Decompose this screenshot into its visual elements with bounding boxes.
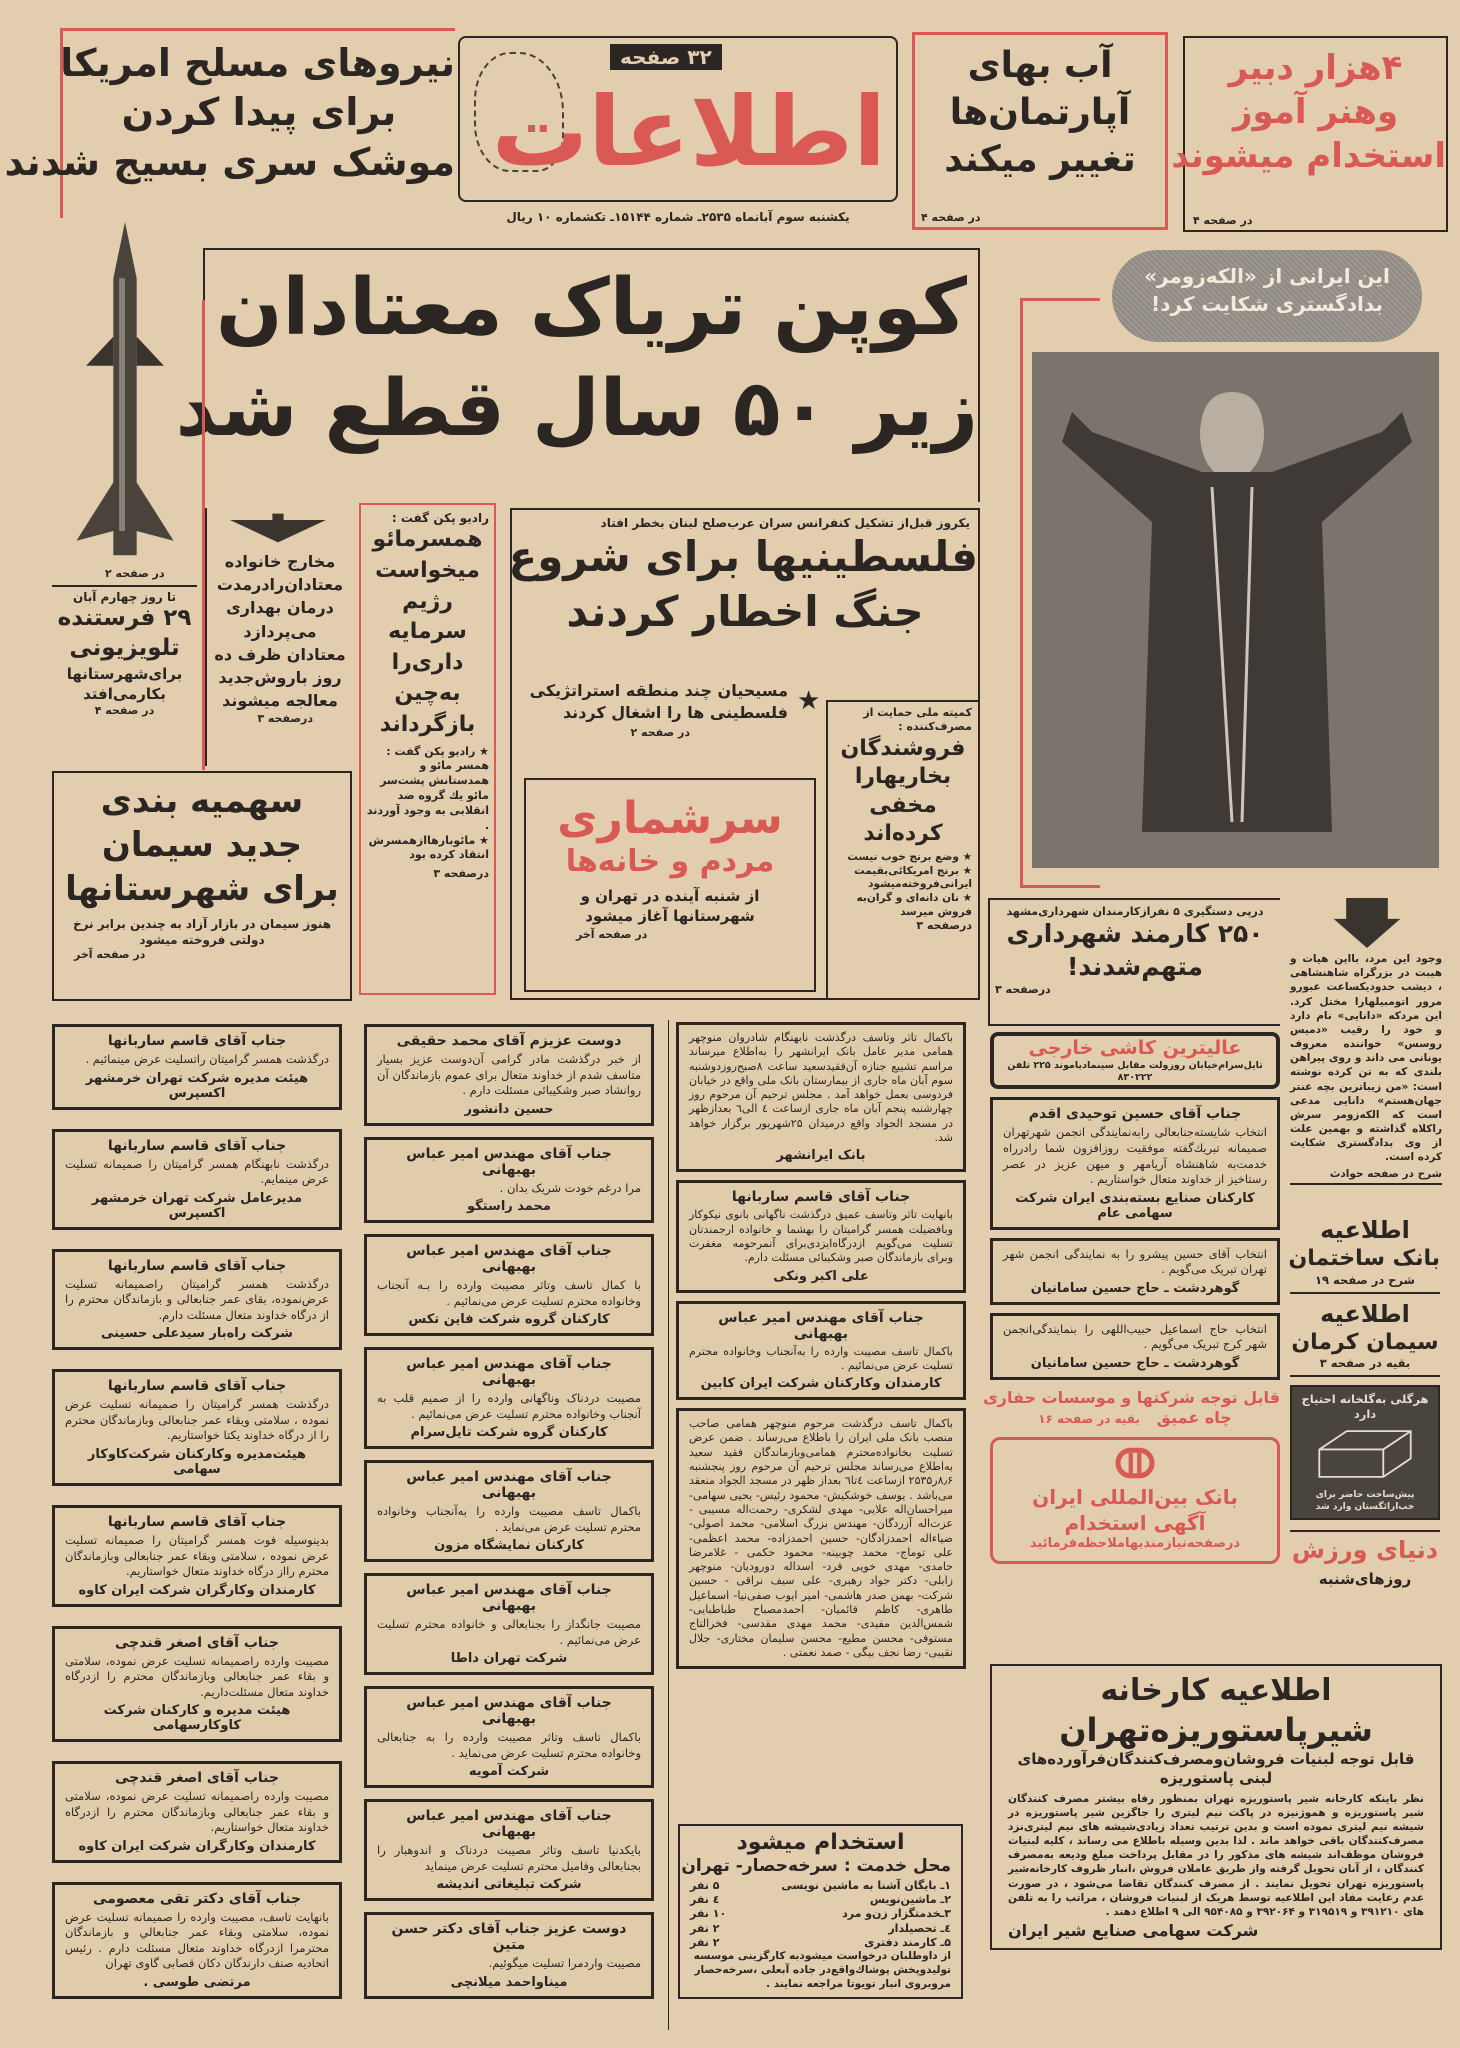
- job-label: ٤ـ تحصیلدار: [888, 1921, 951, 1935]
- tile-ad: [990, 1032, 1280, 1089]
- bullet-text: نان دانه‌ای و گران‌به فروش میرسد: [856, 891, 972, 918]
- condolence-ad: [990, 1313, 1280, 1380]
- job-item: [690, 1907, 951, 1921]
- condolence-ad: [52, 1024, 342, 1110]
- dateline: یکشنبه سوم آبانماه ۲۵۳۵ـ شماره ۱۵۱۴۴ـ تکشماره ۱۰ ریال: [506, 210, 850, 224]
- condolence-ad: [676, 1408, 966, 1669]
- condolence-ad: [990, 1097, 1280, 1229]
- story-headline: جدید سیمان: [101, 825, 303, 866]
- story-sub: بکارمی‌افتد: [83, 685, 166, 704]
- condolence-ad: [364, 1573, 654, 1675]
- bank-ad-line: آگهی استخدام: [1064, 1511, 1206, 1536]
- story-headline: جنگ اخطار کردند: [566, 586, 924, 636]
- arrow-down-icon: [1332, 898, 1402, 948]
- job-count: ۲ نفر: [690, 1936, 720, 1950]
- main-headline-line: کوپن تریاک معتادان: [215, 263, 968, 353]
- greenhouse-title: هرگلی به‌گلخانه احتیاج دارد: [1301, 1392, 1429, 1421]
- headline-line: موشک سری بسیج شدند: [4, 139, 455, 184]
- story-headline: ۲۹ فرستنده: [57, 605, 192, 631]
- condolence-ad: [990, 1238, 1280, 1305]
- ad-title: جناب آقای قاسم ساربانها: [107, 1137, 287, 1154]
- job-label: ۲ـ ماشین‌نویس: [869, 1893, 951, 1907]
- star-icon: ★: [796, 686, 820, 716]
- main-headline-box: [175, 248, 980, 502]
- arrow-down-icon: [213, 512, 343, 544]
- story-headline: میخواست: [375, 557, 480, 583]
- condolence-ad: [364, 1912, 654, 1999]
- ad-body: از خبر درگذشت مادر گرامی آن‌دوست عزیز بسیار متاسف شدم از خداوند متعال برای عموم بازماندگان آن روانشاد صبر وشکیبائی مسئلت دارم .: [377, 1052, 641, 1098]
- right-notices: [1290, 1215, 1440, 1588]
- sports-sub: روزهای‌شنبه: [1318, 1569, 1412, 1588]
- ad-body: مصیبت واردمرا تسلیت میگوئیم.: [488, 1956, 641, 1971]
- drilling-notice: [983, 1387, 1280, 1430]
- municipal-story: [988, 898, 1280, 1026]
- drilling-line: قابل توجه شرکتها و موسسات حفاری: [983, 1387, 1280, 1407]
- person-figure-icon: [1032, 352, 1439, 868]
- caption-line: بدادگستری شکایت کرد!: [1151, 292, 1383, 316]
- drilling-line: چاه عمیق: [1156, 1408, 1232, 1428]
- bullet: ★ برنج امریکائی‌بقیمت ایرانی‌فروخته‌میشود: [854, 864, 972, 891]
- ad-title: دوست عزیزم آقای محمد حقیقی: [396, 1033, 622, 1049]
- ad-signature: هیئت‌مدیره وکارکنان شرکت‌کاوکار سهامی: [87, 1446, 307, 1477]
- job-item: [690, 1936, 951, 1950]
- jobs-title: استخدام میشود: [736, 1830, 905, 1855]
- ad-title: جناب آقای اصغر قندچی: [115, 1634, 279, 1651]
- ad-signature: هیئت مدیره شرکت تهران خرمشهر اکسپرس: [85, 1070, 309, 1101]
- greenhouse-ad: [1290, 1385, 1440, 1520]
- page-ref: بقیه در صفحه ۳: [1290, 1356, 1440, 1377]
- ad-title: جناب آقای مهندس امیر عباس بهبهانی: [406, 1145, 612, 1178]
- ad-signature: محمد راستگو: [467, 1199, 551, 1215]
- ad-body: درگذشت نابهنگام همسر گرامیتان را صمیمانه تسلیت عرض مینمایم.: [65, 1156, 329, 1187]
- notice-title: اطلاعیه: [1320, 1216, 1410, 1244]
- notice-title: شیرپاستوریزه‌تهران: [1059, 1710, 1373, 1749]
- notice-signature: شرکت سهامی صنایع شیر ایران: [1008, 1921, 1259, 1941]
- ad-signature: کارمندان وکارگران شرکت ایران کاوه: [78, 1838, 316, 1854]
- kicker: درپی دستگیری ۵ نفرازکارمندان شهرداری‌مشهد: [1006, 905, 1264, 918]
- greenhouse-sub: پیش‌ساخت حاضر برای خب‌ارائگستان وارد شد: [1315, 1489, 1415, 1512]
- column-rule: [668, 1020, 669, 2030]
- job-label: ۵ـ کارمند دفتری: [864, 1936, 951, 1950]
- ad-signature: کارمندان وکارکنان شرکت ایران کابین: [700, 1376, 942, 1392]
- tile-ad-title: عالیترین کاشی خارجی: [1028, 1037, 1242, 1059]
- ad-body: باکمال تاسف درگذشت مرحوم منوچهر همامی صاحب منصب بانک ملی ایران را باطلاع می‌رساند . ضمن عرض تسلیت بخانواده‌محترم همامی‌وبازماندگان فقید سعید به‌اطلاع می‌رساند مجلس ترحیم آن مرحوم روز پنجشنبه ۸٫۶ر۲۵۳۵ ازساعت ٤تا٦ بعداز ظهر در مسجد الجواد منعقد می‌باشد . یوسف خوشکیش- محمود رئیس- یحیی سهامی- میراحسان‌اله علایی- مهدی لشکری- رحمت‌اله مسیبی - عزت‌اله آزردگان- مهندس بزرگ اسلامی- محمد اصولی- ضیاءاله احمدزادگان- حسین احمدزاده- محمد اعظمی- علی توماج- محمد چوبینه- محمود حکمی - غلامرضا حامدی- مهدی خویی فرد- اسداله دورودیان- منوچهر زابلی- دکتر جواد رهبری- علی سیف نراقی - حسین شرکت- بهمن صدر هاشمی- امیر ایوب صفی‌نیا- اسماعیل طاهری- کاظم قائمیان- احمدمصباح طباطبایی- شمس‌الدین مفیدی- محمد مهدی مقدسی- فخرالتاج مستوفی- محسن مطیع- محسن سلیمان مختاری- جلال نقیبی- رضا نجف بیگی - صمد نعمتی .: [689, 1417, 953, 1659]
- jobs-location: محل خدمت : سرخه‌حصار- تهران: [681, 1856, 951, 1877]
- page-ref: در صفحه ۲: [105, 567, 165, 580]
- ad-signature: گوهردشت ـ حاج حسین سامانیان: [1030, 1355, 1240, 1371]
- ad-body: درگذشت همسر گرامیتان راتسلیت عرض مینمائیم .: [85, 1052, 329, 1066]
- missile-icon: [55, 220, 195, 565]
- ad-body: بانهایت تاسف، مصیبت وارده را صمیمانه تسلیت عرض نموده، سلامتی وبقاء عمر جنابعالي و بازماندگان محترمرا ازدرگاه خداوند متعال مسئلت دارم . رئیس اتحادیه صنف دارندگان دکان قصابی گاوی تهران: [65, 1909, 329, 1971]
- ad-title: جناب آقای اصغر قندچی: [115, 1770, 279, 1787]
- ad-signature: میناواحمد میلانچی: [450, 1974, 568, 1990]
- page-ref: در صفحه آخر: [576, 928, 648, 942]
- page-ref: در صفحه آخر: [74, 947, 146, 961]
- kicker: یکروز قبل‌از تشکیل کنفرانس سران عرب‌صلح لبنان بخطر افتاد: [600, 516, 970, 530]
- story-sub: فلسطینی ها را اشغال کردند: [562, 702, 788, 722]
- ad-signature: حسین دانشور: [464, 1101, 554, 1117]
- kicker: رادیو پکن گفت :: [391, 511, 489, 525]
- ad-title: جناب آقای مهندس امیر عباس بهبهانی: [406, 1695, 612, 1728]
- page-ref: بقیه در صفحه ۱۶: [1038, 1412, 1140, 1427]
- headline-line: نیروهای مسلح امریکا: [60, 41, 455, 85]
- ad-title: جناب آقای مهندس امیر عباس بهبهانی: [718, 1309, 924, 1342]
- ad-signature: بانک ایرانشهر: [776, 1148, 866, 1164]
- condolence-ad: [364, 1024, 654, 1126]
- ad-body: بانهایت تاثر وتاسف عمیق درگذشت ناگهانی بانوی نیکوکار وبافضیلت همسر گرامیتان را بهشما و خانواده ارجمندتان تسلیت می‌گویم ازدرگاه‌ایزدی‌برای آنمرحومه مغفرت وبرای بازماندگان صبر وشکیبائی مسئلت دارم.: [689, 1208, 953, 1265]
- bank-ad: [990, 1437, 1280, 1564]
- ad-body: بدینوسیله فوت همسر گرامیتان را صمیمانه تسلیت عرض نموده ، سلامتی وبقاء عمر جنابعالی وبازماندگان محترم رااز درگاه خداوند متعال خواستاریم.: [65, 1533, 329, 1579]
- story-line: معتادان ظرف ده: [214, 644, 346, 664]
- tv-story: [52, 590, 197, 768]
- headline-line: آپارتمان‌ها: [949, 91, 1131, 133]
- bullet-text: وضع برنج خوب نیست: [847, 850, 959, 863]
- story-headline: مخفی: [869, 792, 937, 818]
- story-headline: بازگرداند: [379, 711, 476, 737]
- headline-water-box: [912, 32, 1168, 230]
- ad-signature: کارکنان صنایع بسته‌بندی ایران شرکت سهامی عام: [1015, 1190, 1255, 1221]
- ad-title: جناب آقای مهندس امیر عباس بهبهانی: [406, 1243, 612, 1276]
- headline-line: ۴هزار دبیر: [1228, 48, 1403, 88]
- story-sub: از شنبه آینده در تهران و: [580, 887, 760, 906]
- kicker: کمیته ملی حمایت از مصرف‌کننده :: [863, 706, 972, 734]
- ad-body: درگذشت همسر گرامیتان راصمیمانه تسلیت عرض‌نموده، بقای عمر جنابعالی و بازماندگان محترم را از درگاه خداوند متعال مسئلت دارم.: [65, 1276, 329, 1322]
- photo-story-column: [1290, 898, 1442, 1185]
- headline-us-forces-box: [4, 28, 455, 218]
- job-item: [690, 1879, 951, 1893]
- census-headline: سرشماری: [557, 793, 783, 844]
- story-headline: متهم‌شدند!: [1066, 951, 1204, 981]
- page-ref: در صفحه ۴: [94, 704, 155, 718]
- headline-line: استخدام میشوند: [1171, 136, 1446, 177]
- ads-column-4: [990, 1097, 1280, 1379]
- page-ref: شرح در صفحه حوادث: [1290, 1168, 1442, 1185]
- story-line: درمان بهداری: [226, 598, 334, 618]
- condolence-ad: [52, 1249, 342, 1351]
- notice-title: اطلاعیه کارخانه: [1100, 1673, 1332, 1708]
- job-count: ٤ نفر: [690, 1893, 720, 1907]
- condolence-ad: [364, 1686, 654, 1788]
- headline-teachers-box: [1171, 36, 1448, 232]
- job-count: ۵ نفر: [690, 1878, 720, 1892]
- story-headline: کرده‌اند: [863, 821, 943, 847]
- bullet-text: رادیو پکن گفت : همسر مائو و همدستانش پشت‌سر مائو یك گروه ضد انقلابی به وجود آوردند .: [366, 744, 489, 832]
- condolence-ad: [52, 1882, 342, 1999]
- ad-body: باکمال تاسف وتاثر مصیبت وارده را به جنابعالی وخانواده محترم تسلیت عرض می‌نماید .: [377, 1730, 641, 1760]
- ad-title: جناب آقای قاسم ساربانها: [107, 1378, 287, 1395]
- page-ref: در صفحه ۲: [630, 726, 690, 740]
- notice-body: نظر باینکه کارخانه شیر پاستوریزه تهران بمنظور رفاه بیشتر مصرف کنندگان شیر پاستوریزه و هموژنیزه در پاکت نیم لیتری را جاگزین شیر پاستوریزه در شیشه نیم لیتری نموده است و بدین ترتیب تعداد زیادی‌شیشه های نیم لیتری‌نزد مصرف‌کنندگان باقی خواهد ماند . لذا بدین وسیله باطلاع می رساند ، کلیه لبنیات فروشان موظف‌اند شیشه های مذکور را در مقابل پرداخت مبلغ ودیعه به‌مصرف کنندگان ، از آنان تحویل گرفته واز طریق عاملان فروش ،انبار ظروف کارخانه‌شیر پاستوریزه تهران تحویل نمایند . از مصرف کنندگان تقاضا می‌شود ، در صورت عدم رعایت مفاد این اطلاعیه توسط هریک از لبنیات فروشان ، مراتب را به تلفن های ۳۹۱۲۱۰ و ۳۱۹۵۱۹ و ۳۹۲۰۶۴ و ۹۵۴۰۸۵ الی ۹ اطلاع دهند .: [1008, 1792, 1424, 1918]
- story-line: می‌پردازد: [243, 621, 317, 641]
- headline-line: آب بهای: [967, 45, 1113, 86]
- bullet: ★ وضع برنج خوب نیست: [847, 850, 972, 863]
- census-headline: مردم و خانه‌ها: [565, 843, 775, 879]
- condolence-ad: [52, 1369, 342, 1486]
- bullet-text: مائوبارهاازهمسرش انتقاد کرده بود: [368, 833, 489, 862]
- headline-line: برای پیدا کردن: [121, 90, 397, 135]
- story-sub: شهرستانها آغاز میشود: [585, 906, 755, 925]
- story-line: مخارج خانواده: [224, 552, 336, 571]
- notice-title: اطلاعیه: [1320, 1299, 1410, 1328]
- kicker: تا روز چهارم آبان: [73, 590, 176, 604]
- page-ref: در صفحه ۴: [1193, 214, 1253, 227]
- photo-man-in-robe: [1032, 352, 1439, 868]
- census-box: [524, 778, 816, 992]
- jobs-list: [690, 1879, 951, 1950]
- notice-title: بانک ساختمان: [1288, 1246, 1440, 1271]
- ad-signature: کارکنان نمایشگاه مزون: [434, 1538, 584, 1554]
- main-headline-line: زیر ۵۰ سال قطع شد: [175, 364, 978, 455]
- condolence-ad: [52, 1761, 342, 1863]
- masthead: [458, 36, 898, 202]
- ad-signature: شرکت راه‌بار سیدعلی حسینی: [101, 1326, 293, 1342]
- ad-body: باکمال تاسف مصیبت وارده را به‌آنجناب وخانواده محترم تسلیت عرض می‌نمائیم .: [689, 1344, 953, 1372]
- condolence-ad: [364, 1460, 654, 1562]
- ad-signature: مدیرعامل شرکت تهران خرمشهر اکسپرس: [91, 1190, 303, 1221]
- ads-column-1: [52, 1024, 342, 1999]
- headline-line: تغییر میکند: [944, 138, 1136, 180]
- story-line: معالجه میشوند: [222, 691, 338, 711]
- story-headline: برای شهرستانها: [65, 869, 339, 910]
- jobs-ad: [678, 1824, 963, 1999]
- page-count-badge: ۳۲ صفحه: [610, 44, 722, 70]
- ad-signature: کارکنان گروه شرکت فاین تکس: [408, 1312, 610, 1328]
- condolence-ad: [676, 1180, 966, 1292]
- ad-signature: علی اکبر ونکی: [773, 1268, 869, 1284]
- condolence-ad: [364, 1347, 654, 1449]
- bank-ad-line: بانک بین‌المللی ایران: [1032, 1485, 1238, 1510]
- condolence-ad: [676, 1022, 966, 1172]
- ads-column-2: [364, 1024, 654, 1999]
- greenhouse-icon: [1305, 1422, 1425, 1486]
- job-item: [690, 1893, 951, 1907]
- page-ref: شرح در صفحه ۱۹: [1290, 1273, 1440, 1294]
- ad-title: جناب آقای مهندس امیر عباس بهبهانی: [406, 1582, 612, 1615]
- ad-title: جناب آقای قاسم ساربانها: [107, 1257, 287, 1274]
- story-line: روز باروش‌جدید: [218, 667, 342, 687]
- ad-title: جناب آقای مهندس امیر عباس بهبهانی: [406, 1356, 612, 1389]
- bank-ad-line: درصفحه‌نیازمندیهاملاحظه‌فرمائید: [1029, 1536, 1241, 1552]
- bullet: ★ رادیو پکن گفت : همسر مائو و همدستانش پشت‌سر مائو یك گروه ضد انقلابی به وجود آوردند .: [366, 744, 489, 832]
- story-headline: تلویزیونی: [69, 634, 180, 661]
- story-headline: سهمیه بندی: [100, 781, 304, 821]
- ad-body: با کمال تاسف وتاثر مصیبت وارده را بـه آنجناب وخانواده محترم تسلیت عرض می‌نمائیم .: [377, 1278, 641, 1308]
- bank-logo-icon: [1113, 1446, 1157, 1480]
- story-headline: همسرمائو: [372, 527, 483, 552]
- condolence-ad: [676, 1301, 966, 1401]
- ad-signature: هیئت مدیره و کارکنان شرکت کاوکارسهامی: [103, 1703, 291, 1734]
- story-headline: فلسطینیها برای شروع: [508, 532, 978, 581]
- bullet: ★ نان دانه‌ای و گران‌به فروش میرسد: [856, 891, 972, 918]
- story-headline: داری‌را: [391, 650, 464, 676]
- milk-factory-notice: [990, 1664, 1442, 1950]
- ad-signature: شرکت تبلیغاتی اندیشه: [436, 1877, 582, 1893]
- bullet-text: برنج امریکائی‌بقیمت ایرانی‌فروخته‌میشود: [854, 864, 972, 891]
- ad-title: جناب آقای قاسم ساربانها: [107, 1033, 287, 1049]
- condolence-ad: [364, 1234, 654, 1336]
- story-sub: هنوز سیمان در بازار آزاد به چندین برابر نرخ دولتی فروخته میشود: [72, 916, 332, 947]
- ad-body: انتخاب آقای حسین پیشرو را به نمایندگی انجمن شهر تهران تبریک می‌گویم .: [1003, 1246, 1267, 1277]
- ad-body: مرا درغم خودت شریک بدان .: [499, 1180, 641, 1195]
- ad-title: جناب آقای مهندس امیر عباس بهبهانی: [406, 1808, 612, 1841]
- ad-body: انتخاب حاج اسماعیل حبیب‌اللهی را بنمایندگی‌انجمن شهر کرج تبریک می‌گویم .: [1003, 1321, 1267, 1352]
- ad-title: جناب آقای دکتر تقی معصومی: [93, 1890, 301, 1907]
- ad-body: مصیبت وارده راصمیمانه تسلیت عرض نموده، سلامتی و بقاء عمر جنابعالی وبازماندگان محترم را ازدرگاه خداوند متعال خواستاریم.: [65, 1789, 329, 1835]
- ad-body: مصیبت وارده راصمیمانه تسلیت عرض نموده، سلامتی و بقاء عمر جنابعالی وبازماندگان محترم را ازدرگاه خداوند متعال مسئلت‌داریم.: [65, 1653, 329, 1699]
- job-item: [690, 1922, 951, 1936]
- condolence-ad: [364, 1137, 654, 1224]
- ad-title: جناب آقای حسین توحیدی اقدم: [1028, 1106, 1242, 1123]
- mao-story-box: [359, 503, 496, 995]
- column-4: [983, 1032, 1280, 1564]
- ad-body: بایکدنیا تاسف وتاثر مصیبت دردناک و اندوهبار را بجنابعالی وفامیل محترم تسلیت عرض مینماید: [377, 1843, 641, 1873]
- bullet: ★ مائوبارهاازهمسرش انتقاد کرده بود: [368, 833, 489, 862]
- story-sub: برای‌شهرستانها: [66, 664, 183, 683]
- story-line: معتادان‌را‌درمدت: [216, 575, 344, 595]
- ad-body: درگذشت همسر گرامیتان را صمیمانه تسلیت عرض نموده ، سلامتی وبقاء عمر جنابعالی وبازماندگان محترم را از درگاه خداوند یکتا خواستاریم.: [65, 1397, 329, 1443]
- page-ref: درصفحه ۳: [257, 712, 313, 726]
- masthead-title: اطلاعات: [491, 76, 886, 188]
- story-headline: بخاریهارا: [854, 764, 952, 790]
- palestine-story: [510, 508, 980, 1000]
- story-headline: رژیم: [402, 588, 453, 614]
- ad-body: مصیبت جانگداز را بجنابعالی و خانواده محترم تسلیت عرض می‌نمائیم .: [377, 1617, 641, 1647]
- condolence-ad: [52, 1626, 342, 1743]
- ads-column-3: [676, 1022, 966, 1669]
- ad-signature: شرکت تهران داطا: [450, 1651, 568, 1667]
- ad-body: مصیبت دردناک وناگهانی وارده را از صمیم قلب به آنجناب وخانواده محترم تسلیت عرض می‌نمائیم .: [377, 1391, 641, 1421]
- jobs-footer: از داوطلبان درخواست میشودبه کارگزینی موسسه تولیدوپخش پوشاك‌واقع‌در جاده آبعلی ،سرخه‌حصار مروبروی انبار تویوتا مراجعه نمایند .: [693, 1950, 951, 1990]
- divider: [52, 585, 197, 587]
- ad-title: جناب آقای مهندس امیر عباس بهبهانی: [406, 1469, 612, 1502]
- ad-body: باکمال تاثر وتاسف درگذشت نابهنگام شادروان منوچهر همامی مدیر عامل بانک ایرانشهر را به‌اطلاع میرساند مراسم تشییع جنازه آن‌فقیدسعید ساعت ۸صبح‌روزدوشنبه سوم آبان ماه جاری از بیمارستان بانک ملی واقع در خیابان فردوسی بعمل خواهد آمد . مجلس ترحیم آن مرحوم روز چهارشنبه پنجم آبان ماه جاری ازساعت ٤ الی٦ بعدازظهر در مسجد الجواد واقع درمیدان ۲۵شهریور برگزار خواهد شد.: [689, 1031, 954, 1145]
- ad-signature: شرکت آمویه: [468, 1764, 550, 1780]
- page-ref: درصفحه ۳: [916, 919, 972, 933]
- story-headline: ۲۵۰ کارمند شهرداری: [1006, 919, 1264, 948]
- ad-signature: کارمندان وکارگران شرکت ایران کاوه: [78, 1582, 316, 1598]
- story-headline: به‌چین: [394, 680, 461, 706]
- job-label: ۳ـخدمتگزار زن‌و مرد: [842, 1907, 951, 1921]
- story-headline: سرمایه: [388, 619, 467, 645]
- story-headline: فروشندگان: [840, 735, 966, 761]
- ad-title: جناب آقای قاسم ساربانها: [731, 1189, 911, 1206]
- notice-title: سیمان کرمان: [1291, 1329, 1439, 1355]
- ad-signature: گوهردشت ـ حاج حسین سامانیان: [1030, 1280, 1240, 1296]
- ad-signature: کارکنان گروه شرکت تایل‌سرام: [410, 1425, 608, 1441]
- ad-body: انتخاب شایسته‌جنابعالی رابه‌نمایندگی انجمن شهرتهران صمیمانه تبریك‌گفته موفقیت روزافزون شما رادرراه خدمت‌به شاهنشاه آریامهر و میهن عزیز در عصر رستاخیز از خداوند متعال خواستاریم .: [1003, 1125, 1267, 1187]
- condolence-ad: [52, 1505, 342, 1607]
- sports-title: دنیای ورزش: [1290, 1530, 1440, 1565]
- job-label: ۱ـ بایگان آشنا به ماشین نویسی: [781, 1878, 951, 1892]
- notice-sub: قابل توجه لبنیات فروشان‌ومصرف‌کنندگان‌فرآورده‌های لبنی پاستوریزه: [1017, 1749, 1415, 1787]
- story-body: وجود این مرد، بااین هیات و هیبت در بزرگراه شاهنشاهی ، دیشب حدودیکساعت عبورو مرور اتومبیلهارا مختل کرد. این مردکه «دانایی» نام دارد و خود را رقیب «دمیس روسس» خواننده معروف یونانی می داند و روی پیراهن بلندی که به تن کرده نوشته است: «من زیباترین بچه عنتر جهان‌هستم» دانایی مدعی است که الکه‌زومر سرش راکلاه گذاشته و بهمین علت از وی بدادگستری شکایت کرده است.: [1290, 953, 1442, 1164]
- ad-signature: مرتضی طوسی .: [143, 1975, 251, 1990]
- page-ref: درصفحه ۳: [433, 867, 489, 881]
- job-count: ۱۰ نفر: [690, 1907, 727, 1921]
- heaters-story: [826, 700, 978, 1000]
- addicts-story: [205, 508, 353, 766]
- ad-title: دوست عزیز جناب آقای دکتر حسن متین: [391, 1921, 627, 1954]
- condolence-ad: [52, 1129, 342, 1230]
- caption-pill: [1112, 250, 1422, 342]
- ad-title: جناب آقای قاسم ساربانها: [107, 1514, 287, 1531]
- condolence-ad: [364, 1799, 654, 1901]
- missile-image: [55, 220, 195, 565]
- headline-line: وهنر آموز: [1232, 92, 1399, 133]
- caption-line: این ایرانی از «الکه‌زومر»: [1144, 264, 1390, 288]
- tile-ad-address: تایل‌سرام‌خیابان روزولت مقابل سینما‌دیاموند ۲۲۵ تلفن ۸۳۰۲۲۲: [1007, 1059, 1263, 1084]
- cement-story-box: [52, 771, 352, 1001]
- page-ref: درصفحه ۳: [995, 983, 1051, 996]
- page-ref: در صفحه ۴: [921, 211, 981, 224]
- job-count: ۲ نفر: [690, 1921, 720, 1935]
- story-sub: مسیحیان چند منطقه استراتژیکی: [529, 681, 788, 700]
- ad-body: باکمال تاسف مصیبت وارده را به‌آنجناب وخانواده محترم تسلیت عرض می‌نماید .: [377, 1504, 641, 1534]
